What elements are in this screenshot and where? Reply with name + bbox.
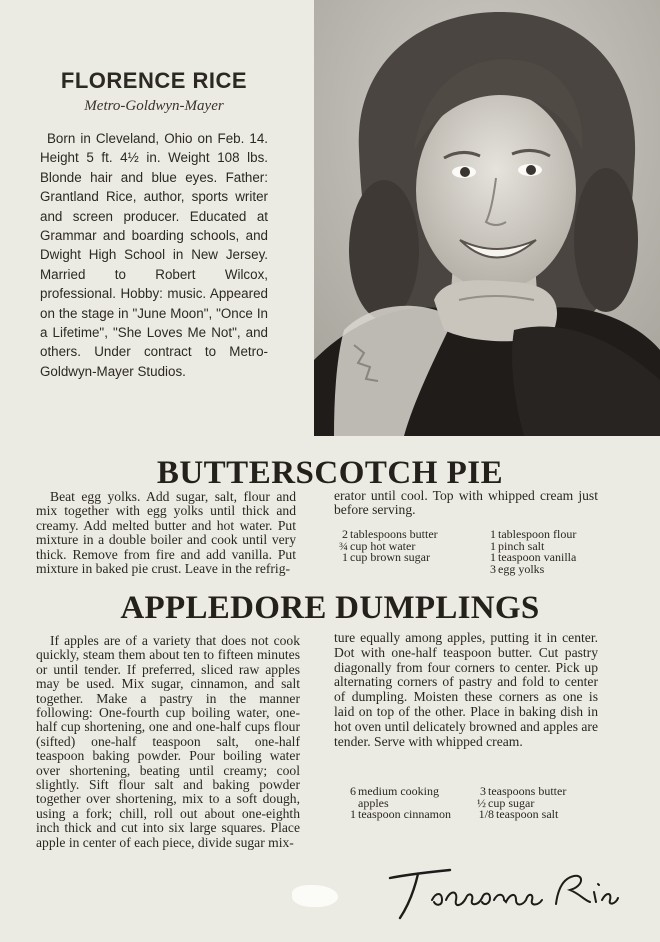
dumplings-title: APPLEDORE DUMPLINGS [120, 590, 540, 626]
paper-stain [292, 885, 338, 907]
ingredient-item: 1 tablespoon flour [490, 527, 577, 541]
ingredient-item: 1/8 teaspoon salt [478, 807, 559, 822]
pie-instructions-left-text: Beat egg yolks. Add sugar, salt, flour and mix together with egg yolks until thick and creamy. Add melted butter and hot water. Put mixture in a double boiler and cook until very thick. Remove from fire and add vanilla. Put mixture in baked pie crust. Leave in the refrig- [36, 489, 296, 577]
dumplings-instructions-left-text: If apples are of a variety that does not cook quickly, steam them about ten to fifteen minutes or until tender. If preferred, sliced raw apples may be used. Mix sugar, cinnamon, and salt together. Make a pastry in the manner following: One-fourth cup boiling water, one-half cup shortening, one and one-half cups flour (sifted) one-half teaspoon salt, one-half teaspoon baking powder. Pour boiling water over shortening, beating until creamy; cool slightly. Sift flour salt and baking powder together over shortening, mix to a soft dough, using a fork; chill, roll out about one-eighth inch thick and cut into six large squares. Place apple in center of each piece, divide sugar mix- [36, 633, 300, 850]
dumplings-instructions-right: ture equally among apples, putting it in center. Dot with one-half teaspoon butter. Cut pastry diagonally from four corners to center. Pick up alternating corners of pastry and fold to center of dumpling. Moisten these corners as one is laid on top of the other. Place in baking dish in hot oven until delicately browned and apples are tender. Serve with whipped cream. [334, 630, 598, 749]
ingredient-item: 1 pinch salt [490, 538, 545, 553]
portrait-image [314, 0, 660, 436]
actress-name: FLORENCE RICE [60, 68, 248, 93]
ingredient-item: 3 egg yolks [490, 561, 545, 576]
actress-bio [40, 60, 268, 381]
dumplings-ingredients-left [344, 786, 464, 821]
ingredient-item: ¾ cup hot water [339, 538, 416, 553]
pie-instructions-left [36, 490, 296, 576]
pie-ingredients-right [484, 529, 604, 575]
ingredient-item: 2 tablespoons butter [342, 527, 438, 541]
pie-title: BUTTERSCOTCH PIE [156, 455, 504, 491]
ingredient-item: 1 teaspoon vanilla [490, 550, 577, 565]
portrait-photo [314, 0, 660, 436]
pie-ingredients-left [336, 529, 466, 564]
ingredient-item: ½ cup sugar [477, 795, 535, 810]
ingredient-item: 1 cup brown sugar [342, 550, 430, 565]
dumplings-ingredients-right [474, 786, 604, 821]
dumplings-instructions-left [36, 634, 300, 850]
ingredient-item: 1 teaspoon cinnamon [350, 807, 451, 822]
studio-name: Metro-Goldwyn-Mayer [84, 98, 224, 114]
ingredient-item: 6 medium cooking apples [350, 784, 439, 810]
handwritten-signature [380, 856, 620, 926]
pie-instructions-right: erator until cool. Top with whipped cream just before serving. [334, 488, 598, 518]
ingredient-item: 3 teaspoons butter [480, 784, 567, 798]
bio-text: Born in Cleveland, Ohio on Feb. 14. Height 5 ft. 4½ in. Weight 108 lbs. Blonde hair and blue eyes. Father: Grantland Rice, author, sports writer and screen producer. Educated at Grammar and boarding schools, and Dwight High School in New Jersey. Married to Robert Wilcox, professional. Hobby: music. Appeared on the stage in "June Moon", "Once In a Lifetime", "She Loves Me Not", and others. Under contract to Metro-Goldwyn-Mayer Studios. [40, 131, 268, 379]
